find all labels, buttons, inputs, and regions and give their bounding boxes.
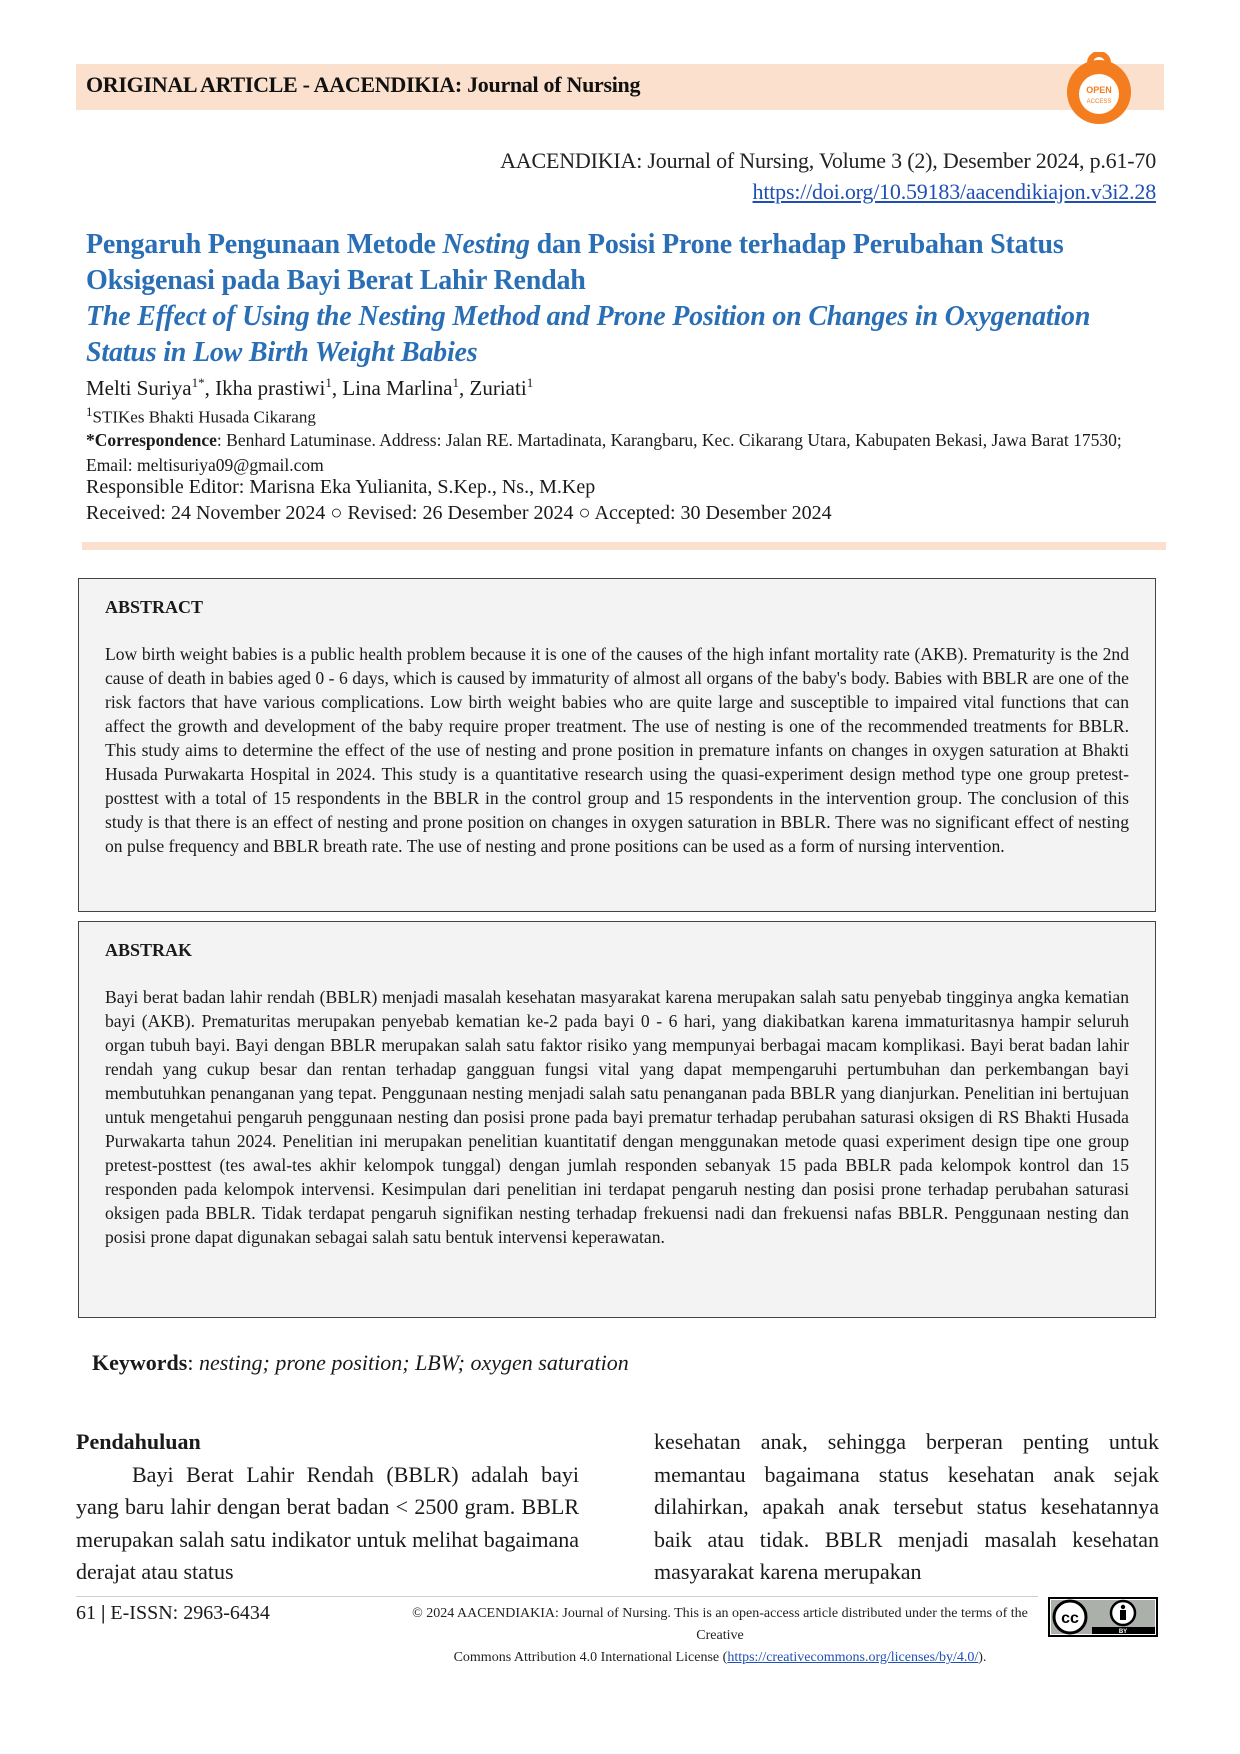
section-divider	[82, 542, 1166, 550]
author-name: Lina Marlina	[342, 376, 453, 400]
intro-heading: Pendahuluan	[76, 1429, 201, 1454]
intro-paragraph-right: kesehatan anak, sehingga berperan penting untuk memantau bagaimana status kesehatan anak sejak dilahirkan, apakah anak tersebut status kesehatannya baik atau tidak. BBLR menjadi masalah kesehatan masyarakat karena merupakan	[654, 1429, 1159, 1585]
title-id-part1: Pengaruh Pengunaan Metode	[86, 229, 443, 260]
abstract-heading: ABSTRACT	[105, 597, 204, 617]
intro-paragraph-left: Bayi Berat Lahir Rendah (BBLR) adalah bayi yang baru lahir dengan berat badan < 2500 gram. BBLR merupakan salah satu indikator untuk melihat bagaimana derajat atau status	[76, 1461, 579, 1585]
author-list	[86, 375, 1166, 401]
title-id-part2: dan Posisi Prone terhadap Perubahan Status Oksigenasi pada Bayi Berat Lahir Rendah	[86, 229, 1064, 296]
footer-page-info	[76, 1602, 270, 1625]
author-affiliation-mark: 1	[526, 375, 534, 390]
author-affiliation-mark: 1	[452, 375, 460, 390]
author-affiliation-mark: 1*	[191, 375, 205, 390]
correspondence-text: : Benhard Latuminase. Address: Jalan RE. Martadinata, Karangbaru, Kec. Cikarang Utara, Kabupaten Bekasi, Jawa Barat 17530; Email: meltisuriya09@gmail.com	[86, 430, 1122, 475]
title-indonesian	[86, 227, 1166, 299]
eissn: E-ISSN: 2963-6434	[105, 1602, 270, 1624]
author-separator: ,	[331, 376, 343, 400]
abstrak-box	[78, 921, 1156, 1318]
abstrak-body: Bayi berat badan lahir rendah (BBLR) menjadi masalah kesehatan masyarakat karena merupakan salah satu penyebab tingginya angka kematian bayi (AKB). Prematuritas merupakan penyebab kematian ke-2 pada bayi 0 - 6 hari, yang diakibatkan karena immaturitasnya hampir seluruh organ tubuh bayi. Bayi dengan BBLR merupakan salah satu faktor risiko yang mempunyai berbagai macam komplikasi. Bayi berat badan lahir rendah yang cukup besar dan rentan terhadap gangguan fungsi vital yang dapat mempengaruhi pertumbuhan dan perkembangan bayi membutuhkan penanganan yang tepat. Penggunaan nesting menjadi salah satu penanganan pada BBLR yang dianjurkan. Penelitian ini bertujuan untuk mengetahui pengaruh penggunaan nesting dan posisi prone pada bayi prematur terhadap perubahan saturasi oksigen di RS Bhakti Husada Purwakarta tahun 2024. Penelitian ini merupakan penelitian kuantitatif dengan menggunakan metode quasi experiment design tipe one group pretest-posttest (tes awal-tes akhir kelompok tunggal) dengan jumlah responden sebanyak 15 pada BBLR pada kelompok kontrol dan 15 responden pada kelompok intervensi. Kesimpulan dari penelitian ini terdapat pengaruh nesting dan posisi prone terhadap perubahan saturasi oksigen pada BBLR. Tidak terdapat pengaruh signifikan nesting terhadap frekuensi nadi dan frekuensi nafas BBLR. Penggunaan nesting dan posisi prone dapat digunakan sebagai salah satu bentuk intervensi keperawatan.	[105, 987, 1129, 1247]
doi-link[interactable]: https://doi.org/10.59183/aacendikiajon.v3i2.28	[752, 179, 1156, 204]
oa-logo-text-top: OPEN	[1086, 85, 1112, 95]
author-separator: ,	[204, 376, 216, 400]
author-name: Melti Suriya	[86, 376, 192, 400]
footer-rule	[76, 1596, 1038, 1597]
abstrak-heading: ABSTRAK	[105, 940, 193, 960]
responsible-editor: Responsible Editor: Marisna Eka Yulianita, S.Kep., Ns., M.Kep	[86, 476, 596, 498]
abstract-body: Low birth weight babies is a public health problem because it is one of the causes of the high infant mortality rate (AKB). Prematurity is the 2nd cause of death in babies aged 0 - 6 days, which is caused by immaturity of almost all organs of the baby's body. Babies with BBLR are one of the risk factors that have various complications. Low birth weight babies who are quite large and susceptible to impaired vital functions that can affect the growth and development of the baby require proper treatment. The use of nesting is one of the recommended treatments for BBLR. This study aims to determine the effect of the use of nesting and prone position in premature infants on changes in oxygen saturation at Bhakti Husada Purwakarta Hospital in 2024. This study is a quantitative research using the quasi-experiment design method type one group pretest-posttest with a total of 15 respondents in the BBLR in the control group and 15 respondents in the intervention group. The conclusion of this study is that there is an effect of nesting and prone position on changes in oxygen saturation in BBLR. There was no significant effect of nesting on pulse frequency and BBLR breath rate. The use of nesting and prone positions can be used as a form of nursing intervention.	[105, 644, 1129, 856]
license-line-2a: Commons Attribution 4.0 International License (	[453, 1650, 728, 1665]
author-separator: ,	[459, 376, 470, 400]
article-dates: Received: 24 November 2024 ○ Revised: 26 Desember 2024 ○ Accepted: 30 Desember 2024	[86, 502, 832, 524]
cc-by-label: BY	[1118, 1629, 1128, 1635]
keywords-label: Keywords	[92, 1350, 188, 1375]
cc-by-icon	[1048, 1597, 1158, 1637]
body-column-right	[654, 1426, 1159, 1589]
license-line-1: © 2024 AACENDIAKIA: Journal of Nursing. This is an open-access article distributed under the terms of the Creative	[412, 1606, 1028, 1643]
license-line-2	[400, 1647, 1040, 1669]
title-english: The Effect of Using the Nesting Method and Prone Position on Changes in Oxygenation Status in Low Birth Weight Babies	[86, 301, 1091, 368]
affiliation-text: STIKes Bhakti Husada Cikarang	[92, 407, 316, 427]
author-affiliation-mark: 1	[325, 375, 332, 390]
correspondence-label: *Correspondence	[86, 430, 217, 450]
header-title: ORIGINAL ARTICLE - AACENDIKIA: Journal of Nursing	[86, 72, 641, 97]
abstract-box	[78, 578, 1156, 912]
author-name: Zuriati	[469, 376, 527, 400]
footer-bar: |	[101, 1602, 106, 1624]
footer-license	[400, 1603, 1040, 1669]
title-id-italic: Nesting	[442, 229, 530, 260]
author-name: Ikha prastiwi	[215, 376, 326, 400]
journal-citation: AACENDIKIA: Journal of Nursing, Volume 3 (2), Desember 2024, p.61-70	[500, 148, 1156, 173]
oa-logo-text-bottom: ACCESS	[1086, 99, 1112, 105]
page-number: 61	[76, 1602, 96, 1624]
license-link[interactable]: https://creativecommons.org/licenses/by/4.0/	[727, 1650, 979, 1665]
keywords-text: nesting; prone position; LBW; oxygen saturation	[198, 1350, 629, 1375]
keywords	[92, 1350, 629, 1376]
svg-text:cc: cc	[1061, 1610, 1079, 1627]
affiliation	[86, 404, 1166, 428]
license-line-2b: ).	[978, 1650, 987, 1665]
affiliation-mark: 1	[86, 404, 93, 419]
keywords-separator: :	[187, 1350, 199, 1375]
body-column-left	[76, 1426, 579, 1589]
open-access-icon	[1062, 52, 1136, 126]
correspondence	[86, 428, 1166, 478]
